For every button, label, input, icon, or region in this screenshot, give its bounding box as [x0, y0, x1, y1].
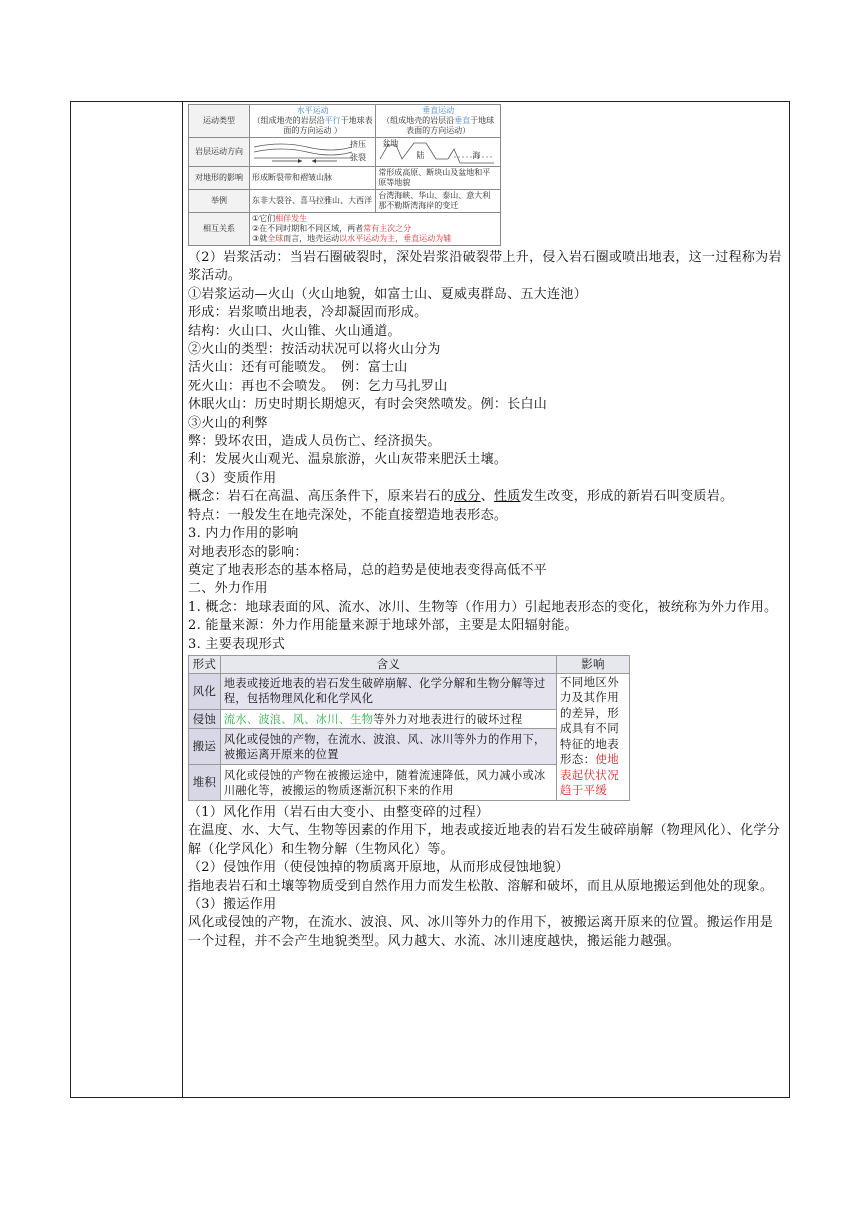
- example-vertical: 台湾海峡、华山、泰山、意大利那不勒斯湾海岸的变迁: [376, 190, 501, 213]
- land-label: 陆: [416, 151, 425, 160]
- paragraph: 死火山：再也不会喷发。 例：乞力马扎罗山: [188, 378, 448, 394]
- form-weathering: 风化: [189, 673, 221, 709]
- direction-label: 岩层运动方向: [189, 138, 250, 167]
- form-transport: 搬运: [189, 729, 221, 765]
- relation-line-3: ③就全球而言，地壳运动以水平运动为主，垂直运动为辅: [252, 234, 452, 243]
- external-forces-table: [188, 655, 630, 801]
- meaning-weathering: 地表或接近地表的岩石发生破碎崩解、化学分解和生物分解等过程，包括物理风化和化学风化: [220, 673, 556, 709]
- example-label: 举例: [189, 190, 250, 213]
- paragraph: ②火山的类型：按活动状况可以将火山分为: [188, 342, 441, 358]
- vertical-sketch-cell: [376, 138, 501, 167]
- header-effect: 影响: [557, 655, 630, 673]
- vertical-title: 垂直运动: [422, 106, 455, 115]
- horizontal-note: （组成地壳的岩层沿平行于地球表面的方向运动 ）: [252, 116, 373, 135]
- paragraph: 3. 主要表现形式: [188, 636, 286, 652]
- paragraph: 风化或侵蚀的产物，在流水、波浪、风、冰川等外力的作用下，被搬运离开原来的位置。搬运作用是一个过程，并不会产生地貌类型。风力越大、水流、冰川速度越快，搬运能力越强。: [188, 915, 774, 949]
- vertical-motion-cell: [376, 105, 501, 138]
- paragraph: 对地表形态的影响：: [188, 544, 308, 560]
- paragraph: （3）搬运作用: [188, 896, 277, 912]
- sea-label: 海: [472, 151, 481, 160]
- relation-cell: [250, 213, 501, 246]
- effect-cell: 不同地区外力及其作用的差异，形成具有不同特征的地表形态：使地表起伏状况趋于平缓: [557, 673, 630, 800]
- meaning-transport: 风化或侵蚀的产物，在流水、波浪、风、冰川等外力的作用下，被搬运离开原来的位置: [220, 729, 556, 765]
- paragraph: （3）变质作用: [188, 470, 277, 486]
- header-meaning: 含义: [220, 655, 556, 673]
- paragraph: 指地表岩石和土壤等物质受到自然作用力而发生松散、溶解和破坏，而且从原地搬运到他处的现象。: [188, 878, 774, 894]
- paragraph: （2）侵蚀作用（使侵蚀掉的物质离开原地，从而形成侵蚀地貌）: [188, 860, 569, 876]
- paragraph: 3. 内力作用的影响: [188, 526, 299, 542]
- paragraph: 2. 能量来源：外力作用能量来源于地球外部，主要是太阳辐射能。: [188, 618, 578, 634]
- paragraph: 形成：岩浆喷出地表，冷却凝固而形成。: [188, 305, 428, 321]
- paragraph: 奠定了地表形态的基本格局，总的趋势是使地表变得高低不平: [188, 562, 548, 578]
- paragraph: 特点：一般发生在地壳深处，不能直接塑造地表形态。: [188, 507, 508, 523]
- horizontal-sketch-cell: [250, 138, 376, 167]
- relation-line-2: ②在不同时期和不同区域，两者常有主次之分: [252, 224, 412, 233]
- effect-horizontal: 形成断裂带和褶皱山脉: [250, 167, 376, 190]
- paragraph: ①岩浆运动—火山（火山地貌，如富士山、夏威夷群岛、五大连池）: [188, 286, 588, 302]
- stretch-label: 张裂: [350, 153, 366, 162]
- squeeze-label: 挤压: [350, 140, 366, 149]
- metamorphism-concept: 概念：岩石在高温、高压条件下，原来岩石的成分、性质发生改变，形成的新岩石叫变质岩。: [188, 489, 734, 505]
- notes-text: [188, 249, 786, 951]
- meaning-erosion: 流水、波浪、风、冰川、生物等外力对地表进行的破坏过程: [220, 709, 556, 729]
- paragraph: 利：发展火山观光、温泉旅游，火山灰带来肥沃土壤。: [188, 452, 508, 468]
- effect-vertical: 常形成高原、断块山及盆地和平原等地貌: [376, 167, 501, 190]
- paragraph: 二、外力作用: [188, 581, 268, 597]
- paragraph: 休眠火山：历史时期长期熄灭，有时会突然喷发。例：长白山: [188, 397, 548, 413]
- form-erosion: 侵蚀: [189, 709, 221, 729]
- content-cell: [188, 104, 786, 951]
- paragraph: 弊：毁坏农田，造成人员伤亡、经济损失。: [188, 434, 441, 450]
- horizontal-motion-cell: [250, 105, 376, 138]
- motion-type-label: 运动类型: [189, 105, 250, 138]
- basin-label: 盆地: [382, 139, 399, 148]
- paragraph: （1）风化作用（岩石由大变小、由整变碎的过程）: [188, 804, 490, 820]
- paragraph: 在温度、水、大气、生物等因素的作用下，地表或接近地表的岩石发生破碎崩解（物理风化）、化学分解（化学风化）和生物分解（生物风化）等。: [188, 823, 781, 857]
- example-horizontal: 东非大裂谷、喜马拉雅山、大西洋: [250, 190, 376, 213]
- crustal-motion-table: [188, 104, 501, 246]
- header-form: 形式: [189, 655, 221, 673]
- paragraph: 活火山：还有可能喷发。 例：富士山: [188, 360, 408, 376]
- paragraph: （2）岩浆活动：当岩石圈破裂时，深处岩浆沿破裂带上升，侵入岩石圈或喷出地表，这一过程称为岩浆活动。: [188, 250, 782, 284]
- paragraph: 结构：火山口、火山锥、火山通道。: [188, 323, 401, 339]
- meaning-deposition: 风化或侵蚀的产物在被搬运途中，随着流速降低，风力减小或冰川融化等，被搬运的物质逐渐沉积下来的作用: [220, 765, 556, 801]
- paragraph: ③火山的利弊: [188, 415, 268, 431]
- relation-line-1: ①它们相伴发生: [252, 214, 308, 223]
- vertical-note: （组成地壳的岩层沿垂直于地球表面的方向运动）: [382, 116, 495, 135]
- paragraph: 1. 概念：地球表面的风、流水、冰川、生物等（作用力）引起地表形态的变化，被统称为外力作用。: [188, 599, 778, 615]
- relation-label: 相互关系: [189, 213, 250, 246]
- form-deposition: 堆积: [189, 765, 221, 801]
- column-divider: [182, 101, 183, 1098]
- horizontal-title: 水平运动: [296, 106, 329, 115]
- effect-label: 对地形的影响: [189, 167, 250, 190]
